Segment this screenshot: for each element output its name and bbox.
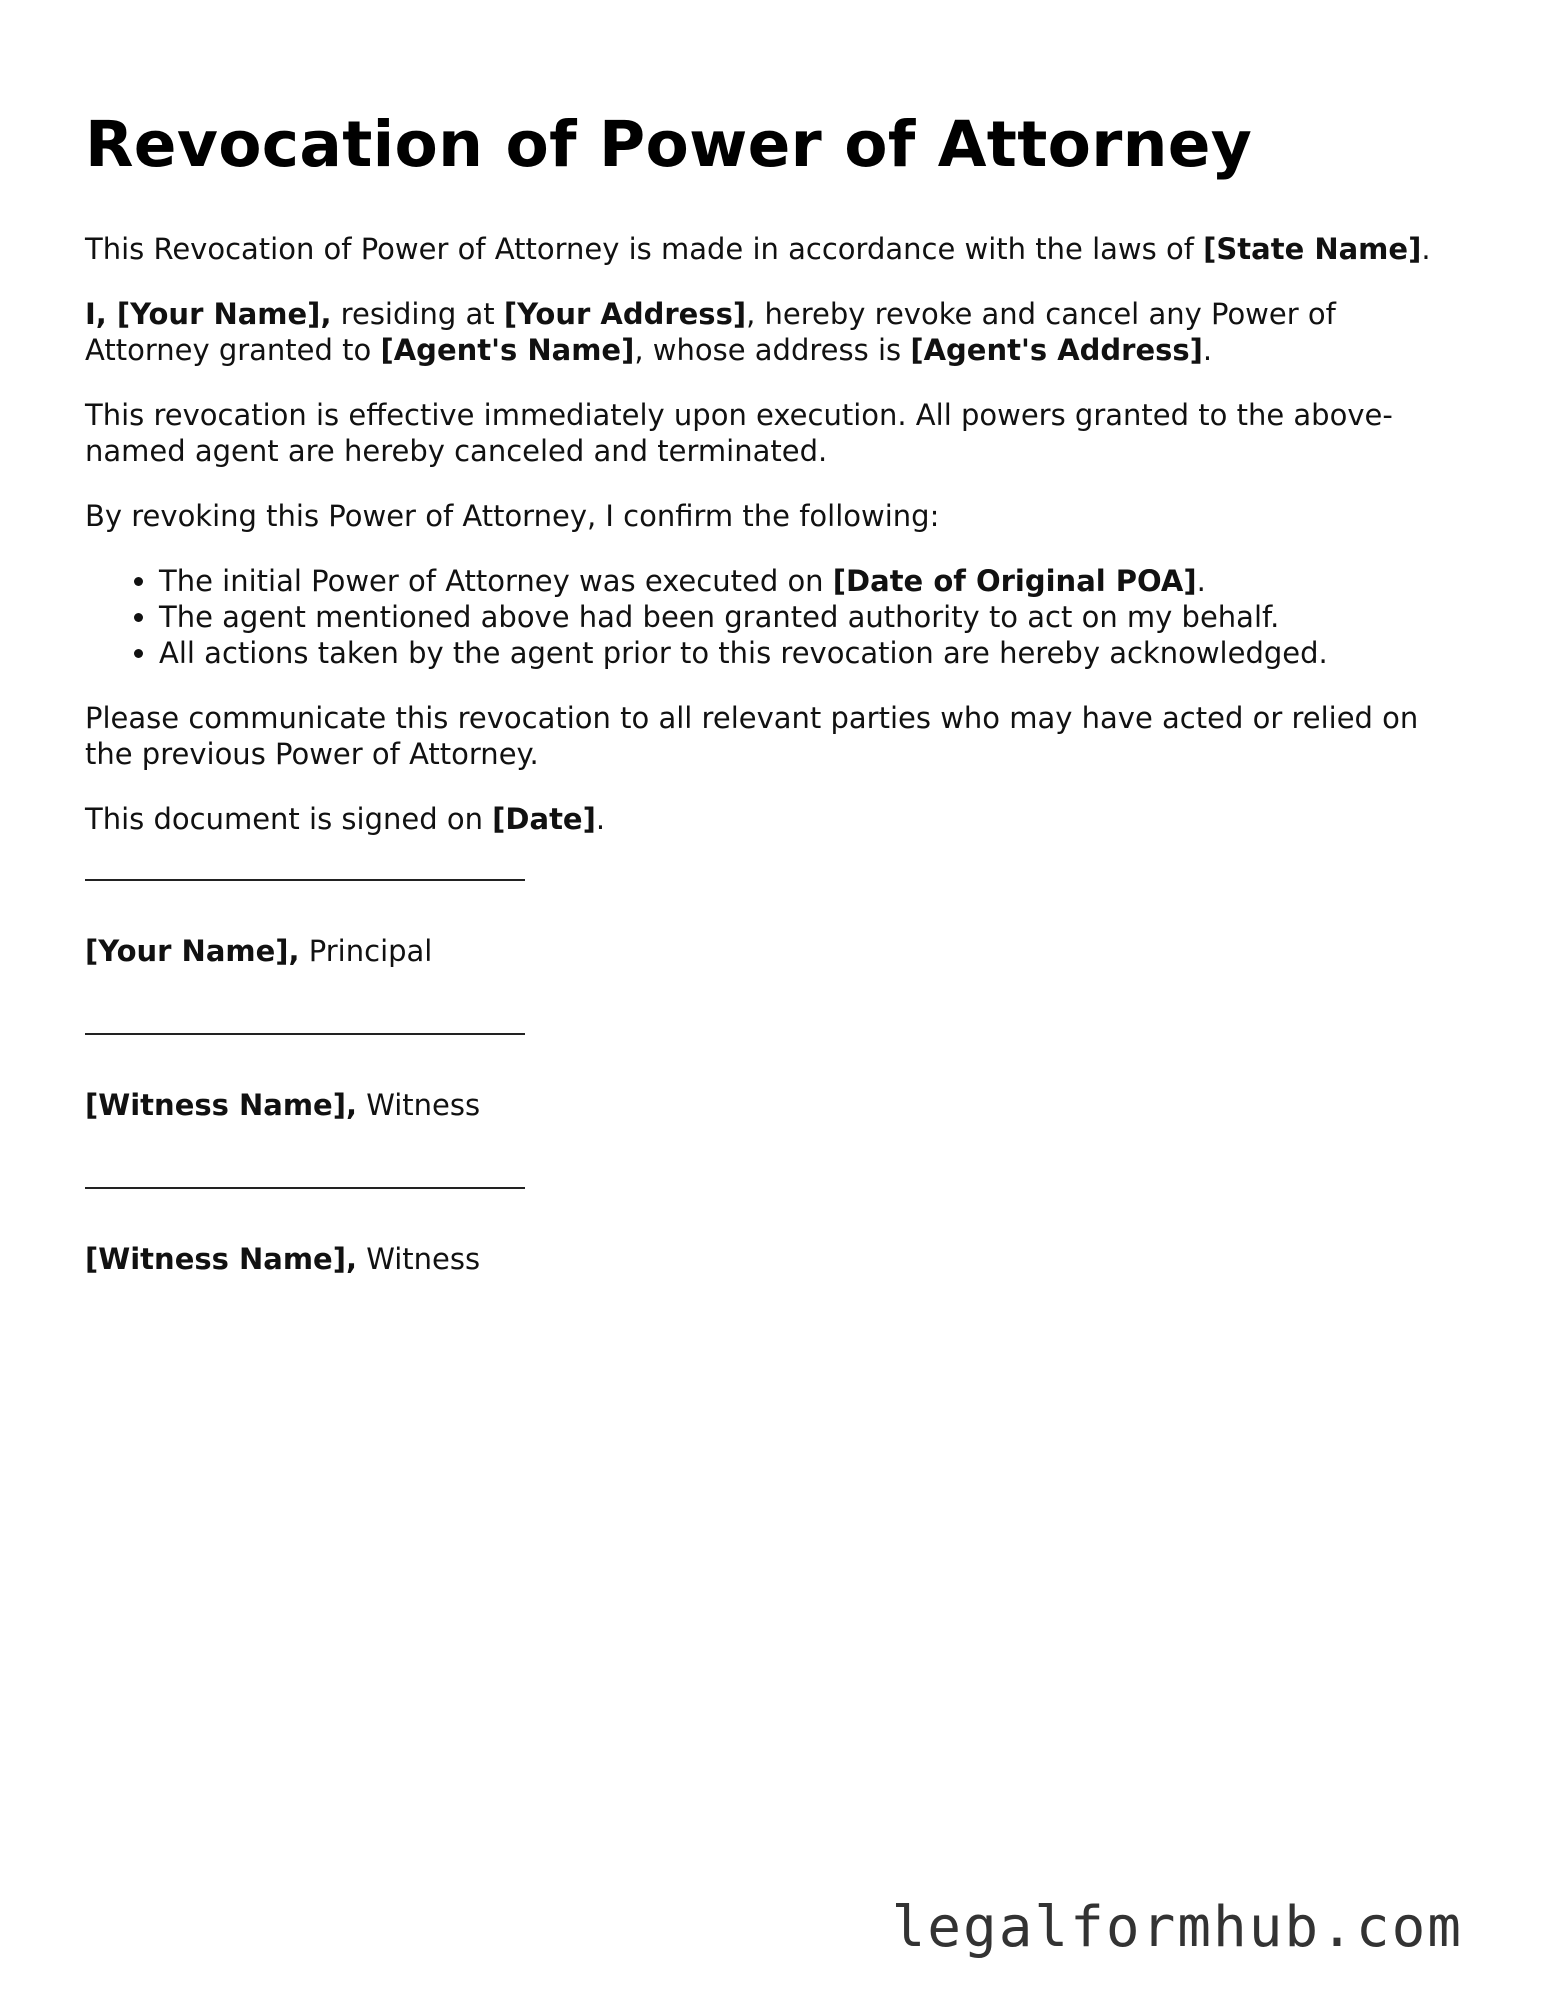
list-item: • The agent mentioned above had been granted authority to act on my behalf. <box>159 599 1455 635</box>
principal-name-placeholder: I, [Your Name], <box>85 297 332 331</box>
list-item: • All actions taken by the agent prior to this revocation are hereby acknowledged. <box>159 635 1455 671</box>
confirm-intro: By revoking this Power of Attorney, I confirm the following: <box>85 499 940 533</box>
signature-block <box>85 879 1455 1277</box>
address-placeholder: [Your Address] <box>503 297 747 331</box>
document-page <box>85 105 1455 1341</box>
signature-line <box>85 879 525 881</box>
signer-name: [Witness Name], <box>85 1088 357 1122</box>
declaration-text-2: , hereby revoke and cancel any Power of Attorney granted to <box>85 297 1336 367</box>
signature-label-witness-1 <box>85 1087 1455 1123</box>
watermark: legalformhub.com <box>891 1895 1463 1960</box>
original-poa-date-placeholder: [Date of Original POA] <box>832 564 1197 598</box>
agent-name-placeholder: [Agent's Name] <box>380 333 635 367</box>
signature-line <box>85 1187 525 1189</box>
document-title: Revocation of Power of Attorney <box>85 108 1253 181</box>
signature-label-principal <box>85 933 1455 969</box>
signer-role: Principal <box>299 934 433 968</box>
signed-text: This document is signed on <box>85 802 493 836</box>
signed-paragraph <box>85 801 1455 837</box>
confirm-item-1-end: . <box>1196 564 1206 598</box>
effective-paragraph: This revocation is effective immediately upon execution. All powers granted to the above-named agent are hereby canceled and terminated. <box>85 398 1393 468</box>
declaration-end: . <box>1202 333 1213 367</box>
signer-role: Witness <box>356 1242 481 1276</box>
signed-date-placeholder: [Date] <box>492 802 596 836</box>
signature-label-witness-2 <box>85 1241 1455 1277</box>
signer-name: [Your Name], <box>85 934 300 968</box>
intro-end: . <box>1421 232 1431 266</box>
communicate-paragraph: Please communicate this revocation to all relevant parties who may have acted or relied on the previous Power of Attorney. <box>85 701 1419 771</box>
confirm-list <box>85 563 1455 671</box>
signer-role: Witness <box>356 1088 481 1122</box>
declaration-paragraph <box>85 296 1455 368</box>
signer-name: [Witness Name], <box>85 1242 357 1276</box>
intro-text: This Revocation of Power of Attorney is made in accordance with the laws of <box>85 232 1204 266</box>
intro-paragraph <box>85 231 1455 267</box>
agent-address-placeholder: [Agent's Address] <box>910 333 1203 367</box>
list-item <box>159 563 1455 599</box>
state-placeholder: [State Name] <box>1203 232 1422 266</box>
declaration-text-3: , whose address is <box>634 333 911 367</box>
signature-line <box>85 1033 525 1035</box>
signed-end: . <box>595 802 606 836</box>
confirm-item-1-text: The initial Power of Attorney was executed on <box>159 564 833 598</box>
declaration-text-1: residing at <box>331 297 504 331</box>
